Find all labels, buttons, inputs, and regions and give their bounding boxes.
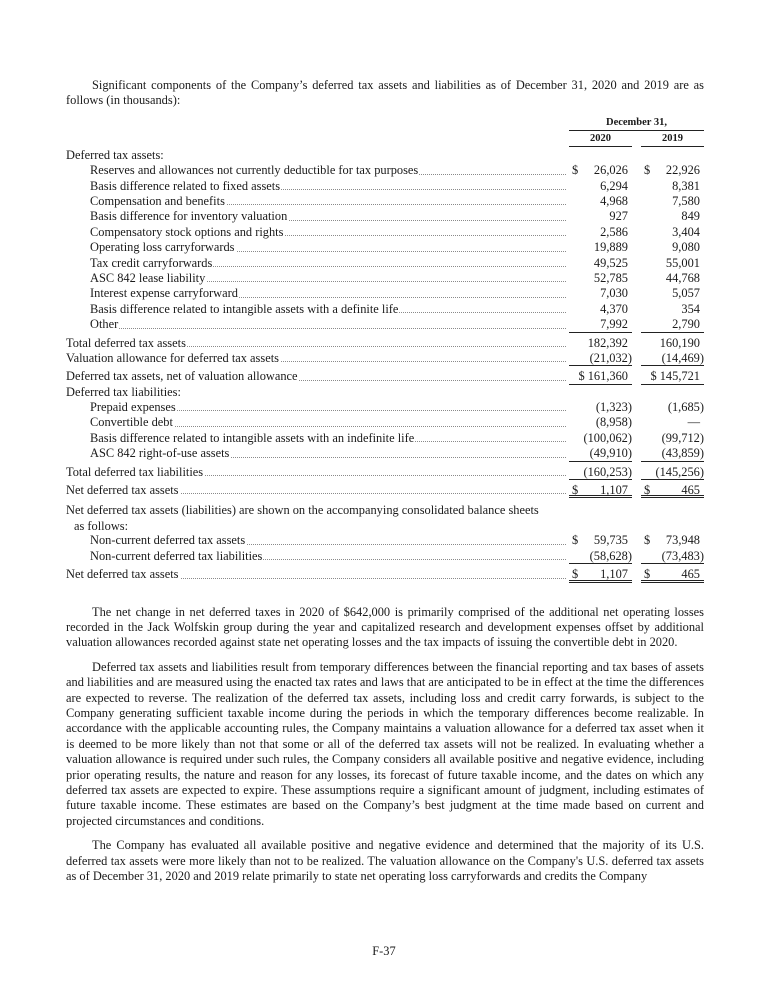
row-label: Convertible debt <box>90 415 173 430</box>
value-2020: (160,253) <box>583 464 632 479</box>
currency-symbol: $ <box>572 163 579 178</box>
section-heading-assets: Deferred tax assets: <box>66 147 164 162</box>
value-2019: — <box>687 415 700 430</box>
valuation-allowance-row <box>66 351 704 366</box>
value-2019: 22,926 <box>665 163 700 178</box>
row-label: ASC 842 lease liability <box>90 270 206 285</box>
row-label: Non-current deferred tax assets <box>90 533 246 548</box>
table-row <box>66 446 704 461</box>
value-2020: 7,992 <box>600 317 628 332</box>
row-label: Deferred tax assets, net of valuation allowance <box>66 369 298 384</box>
total-assets-row <box>66 336 704 351</box>
row-label: Prepaid expenses <box>90 400 176 415</box>
row-label: Net deferred tax assets <box>66 483 179 498</box>
table-row <box>66 194 704 209</box>
table-row <box>66 549 704 564</box>
value-2020: (58,628) <box>589 548 632 563</box>
header-year-2019: 2019 <box>641 132 704 147</box>
currency-symbol: $ <box>644 533 651 548</box>
total-liabilities-row <box>66 465 704 480</box>
value-2020: 7,030 <box>600 286 628 301</box>
value-2020: (1,323) <box>595 400 632 415</box>
value-2020: 49,525 <box>593 255 628 270</box>
header-period: December 31, <box>569 115 704 131</box>
table-row <box>66 240 704 255</box>
row-label: Total deferred tax assets <box>66 335 186 350</box>
table-row <box>66 163 704 178</box>
deferred-tax-table <box>66 115 704 583</box>
currency-symbol: $ <box>572 533 579 548</box>
value-2019: $ 145,721 <box>650 369 700 384</box>
net-of-allowance-row <box>66 369 704 384</box>
table-row <box>66 256 704 271</box>
row-label: Basis difference related to fixed assets <box>90 178 281 193</box>
value-2019: 354 <box>681 301 700 316</box>
row-label: Valuation allowance for deferred tax assets <box>66 350 279 365</box>
row-label: Basis difference related to intangible assets with a definite life <box>90 301 399 316</box>
value-2019: (73,483) <box>661 548 704 563</box>
value-2019: (99,712) <box>661 430 704 445</box>
value-2020: 1,107 <box>600 483 628 498</box>
value-2019: (43,859) <box>661 446 704 461</box>
row-label: Basis difference related to intangible assets with an indefinite life <box>90 430 415 445</box>
value-2020: 6,294 <box>600 178 628 193</box>
value-2019: 3,404 <box>672 224 700 239</box>
value-2020: 1,107 <box>600 567 628 582</box>
table-row <box>66 317 704 332</box>
page-number: F-37 <box>372 944 396 958</box>
value-2019: 465 <box>681 483 700 498</box>
row-label: Interest expense carryforward <box>90 286 238 301</box>
table-row <box>66 286 704 301</box>
row-label: Total deferred tax liabilities <box>66 464 204 479</box>
value-2019: (14,469) <box>661 350 704 365</box>
value-2020: 26,026 <box>593 163 628 178</box>
row-label: Compensatory stock options and rights <box>90 224 284 239</box>
value-2019: (145,256) <box>655 464 704 479</box>
value-2020: 19,889 <box>593 240 628 255</box>
value-2019: 2,790 <box>672 317 700 332</box>
table-header-years-row <box>66 131 704 148</box>
row-label: Operating loss carryforwards <box>90 240 235 255</box>
table-row <box>66 533 704 548</box>
value-2019: (1,685) <box>667 400 704 415</box>
value-2020: 182,392 <box>587 335 628 350</box>
table-row <box>66 400 704 415</box>
row-label: Non-current deferred tax liabilities <box>90 548 263 563</box>
table-row <box>66 431 704 446</box>
value-2020: 2,586 <box>600 224 628 239</box>
value-2020: 927 <box>609 209 628 224</box>
table-row <box>66 179 704 194</box>
header-year-2020: 2020 <box>569 132 632 147</box>
row-label: Net deferred tax assets <box>66 567 179 582</box>
currency-symbol: $ <box>644 483 651 498</box>
value-2019: 160,190 <box>659 335 700 350</box>
value-2020: $ 161,360 <box>578 369 628 384</box>
table-row <box>66 225 704 240</box>
table-row <box>66 209 704 224</box>
value-2020: (49,910) <box>589 446 632 461</box>
table-row <box>66 415 704 430</box>
value-2020: 4,968 <box>600 193 628 208</box>
value-2020: 59,735 <box>593 533 628 548</box>
document-page <box>66 78 704 884</box>
row-label: Compensation and benefits <box>90 193 225 208</box>
value-2020: 4,370 <box>600 301 628 316</box>
row-label: Other <box>90 317 119 332</box>
value-2020: 52,785 <box>593 270 628 285</box>
value-2019: 465 <box>681 567 700 582</box>
value-2020: (8,958) <box>595 415 632 430</box>
value-2020: (100,062) <box>583 430 632 445</box>
value-2019: 9,080 <box>672 240 700 255</box>
net-deferred-tax-assets-row <box>66 483 704 498</box>
paragraph-temporary-differences: Deferred tax assets and liabilities result from temporary differences between the financial reporting and tax bases of assets and liabilities and are measured using the enacted tax rates and laws that are anticipated to be in effect at the time the differences are expected to reverse. The realization of the deferred tax assets, including loss and credit carry forwards, is subject to the Company generating sufficient taxable income during the periods in which the temporary differences become realizable. In accordance with the applicable accounting rules, the Company maintains a valuation allowance for a deferred tax asset when it is deemed to be more likely than not that some or all of the deferred tax assets will not be realized. In evaluating whether a valuation allowance is required under such rules, the Company considers all available positive and negative evidence, including prior operating results, the nature and reason for any losses, its forecast of future taxable income, and the dates on which any deferred tax assets are expected to expire. These assumptions require a significant amount of judgment, including estimates of future taxable income. These estimates are based on the Company’s best judgment at the time made based on current and projected circumstances and conditions. <box>66 659 704 828</box>
value-2019: 44,768 <box>665 270 700 285</box>
row-label: Reserves and allowances not currently deductible for tax purposes <box>90 163 419 178</box>
currency-symbol: $ <box>572 567 579 582</box>
currency-symbol: $ <box>572 483 579 498</box>
currency-symbol: $ <box>644 163 651 178</box>
row-label: Basis difference for inventory valuation <box>90 209 288 224</box>
net-deferred-tax-assets-row-2 <box>66 567 704 582</box>
value-2020: (21,032) <box>589 350 632 365</box>
section-heading-liabilities: Deferred tax liabilities: <box>66 384 181 399</box>
value-2019: 7,580 <box>672 193 700 208</box>
balance-sheet-heading: Net deferred tax assets (liabilities) are shown on the accompanying consolidated balance sheets as follows: <box>66 503 539 533</box>
row-label: ASC 842 right-of-use assets <box>90 446 230 461</box>
intro-paragraph: Significant components of the Company’s deferred tax assets and liabilities as of December 31, 2020 and 2019 are as follows (in thousands): <box>66 78 704 108</box>
paragraph-evaluation: The Company has evaluated all available positive and negative evidence and determined that the majority of its U.S. deferred tax assets were more likely than not to be realized. The valuation allowance on the Company's U.S. deferred tax assets as of December 31, 2020 and 2019 relate primarily to state net operating loss carryforwards and credits the Company <box>66 838 704 884</box>
table-header-period-row <box>66 115 704 131</box>
value-2019: 55,001 <box>665 255 700 270</box>
value-2019: 849 <box>681 209 700 224</box>
value-2019: 73,948 <box>665 533 700 548</box>
table-row <box>66 271 704 286</box>
currency-symbol: $ <box>644 567 651 582</box>
table-row <box>66 302 704 317</box>
row-label: Tax credit carryforwards <box>90 255 213 270</box>
value-2019: 5,057 <box>672 286 700 301</box>
paragraph-net-change: The net change in net deferred taxes in 2020 of $642,000 is primarily comprised of the additional net operating losses recorded in the Jack Wolfskin group during the year and capitalized research and development expenses offset by additional valuation allowances recorded against state net operating losses and the tax impacts of issuing the convertible debt in 2020. <box>66 604 704 650</box>
value-2019: 8,381 <box>672 178 700 193</box>
